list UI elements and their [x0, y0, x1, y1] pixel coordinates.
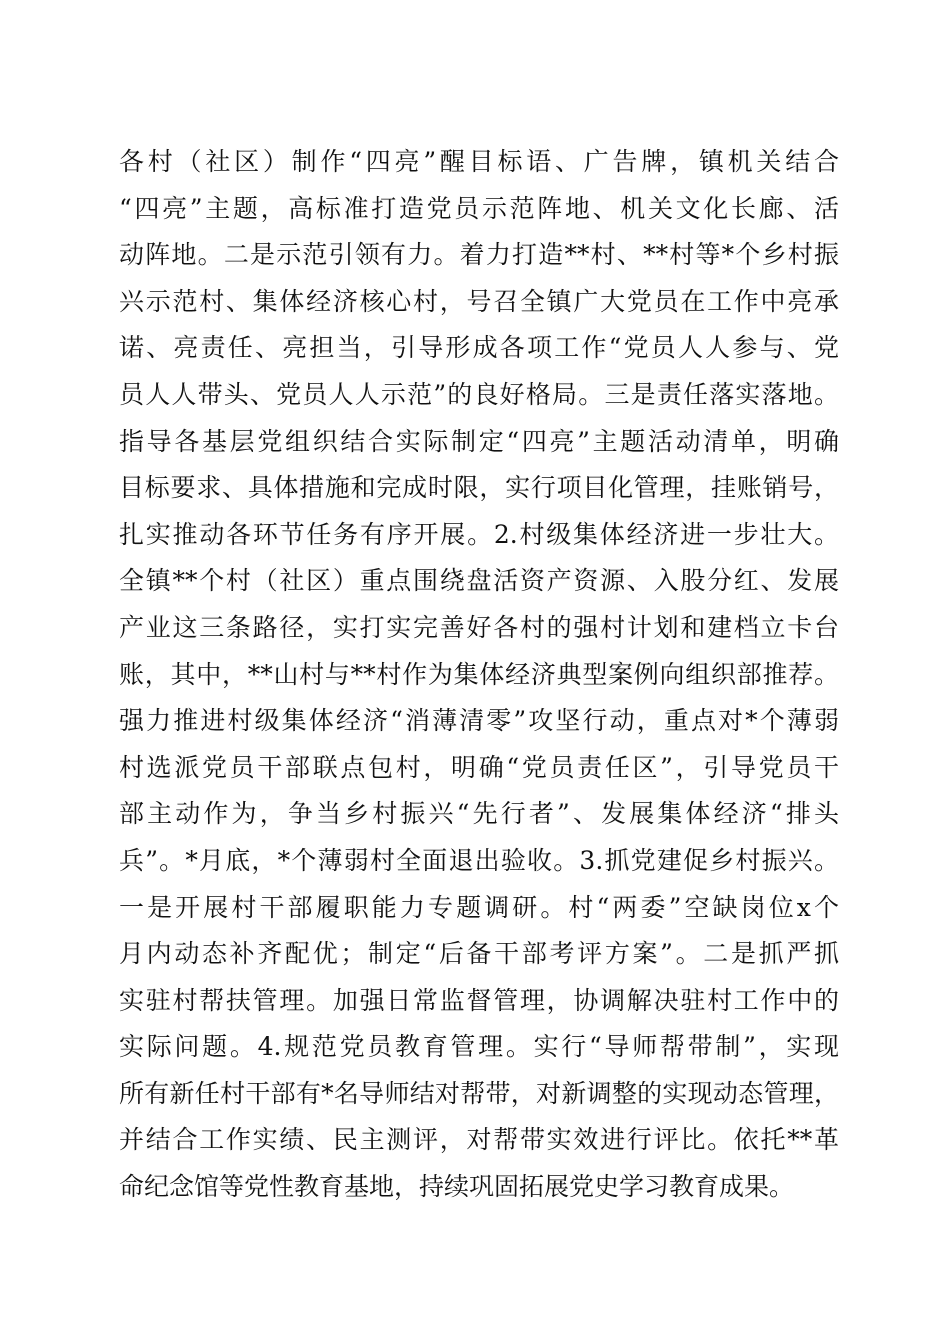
text-line: 村选派党员干部联点包村，明确“党员责任区”，引导党员干: [119, 752, 839, 782]
text-line: 各村（社区）制作“四亮”醒目标语、广告牌，镇机关结合: [119, 147, 839, 176]
body-paragraph: [119, 139, 839, 1211]
text-line: 一是开展村干部履职能力专题调研。村“两委”空缺岗位x个: [119, 892, 839, 922]
text-line: 月内动态补齐配优；制定“后备干部考评方案”。二是抓严抓: [119, 939, 839, 969]
text-line: 兵”。*月底，*个薄弱村全面退出验收。3.抓党建促乡村振兴。: [119, 845, 839, 875]
text-line: 并结合工作实绩、民主测评，对帮带实效进行评比。依托**革: [119, 1125, 839, 1155]
text-line: 扎实推动各环节任务有序开展。2.村级集体经济进一步壮大。: [119, 519, 839, 549]
text-line: 产业这三条路径，实打实完善好各村的强村计划和建档立卡台: [119, 612, 839, 642]
text-line: 全镇**个村（社区）重点围绕盘活资产资源、入股分红、发展: [119, 566, 839, 596]
text-line: 强力推进村级集体经济“消薄清零”攻坚行动，重点对*个薄弱: [119, 706, 839, 736]
text-line: 命纪念馆等党性教育基地，持续巩固拓展党史学习教育成果。: [119, 1172, 795, 1202]
text-line: 账，其中，**山村与**村作为集体经济典型案例向组织部推荐。: [119, 659, 839, 689]
text-line: 动阵地。二是示范引领有力。着力打造**村、**村等*个乡村振: [119, 240, 839, 270]
text-line: 所有新任村干部有*名导师结对帮带，对新调整的实现动态管理，: [119, 1078, 839, 1108]
text-line: 诺、亮责任、亮担当，引导形成各项工作“党员人人参与、党: [119, 333, 839, 363]
text-line: 员人人带头、党员人人示范”的良好格局。三是责任落实落地。: [119, 379, 839, 409]
text-line: 目标要求、具体措施和完成时限，实行项目化管理，挂账销号，: [119, 473, 839, 503]
text-line: 实际问题。4.规范党员教育管理。实行“导师帮带制”，实现: [119, 1032, 839, 1062]
text-line: “四亮”主题，高标准打造党员示范阵地、机关文化长廊、活: [119, 193, 839, 223]
text-line: 指导各基层党组织结合实际制定“四亮”主题活动清单，明确: [119, 426, 839, 456]
text-line: 部主动作为，争当乡村振兴“先行者”、发展集体经济“排头: [119, 799, 839, 829]
text-line: 实驻村帮扶管理。加强日常监督管理，协调解决驻村工作中的: [119, 985, 839, 1015]
text-line: 兴示范村、集体经济核心村，号召全镇广大党员在工作中亮承: [119, 286, 839, 316]
